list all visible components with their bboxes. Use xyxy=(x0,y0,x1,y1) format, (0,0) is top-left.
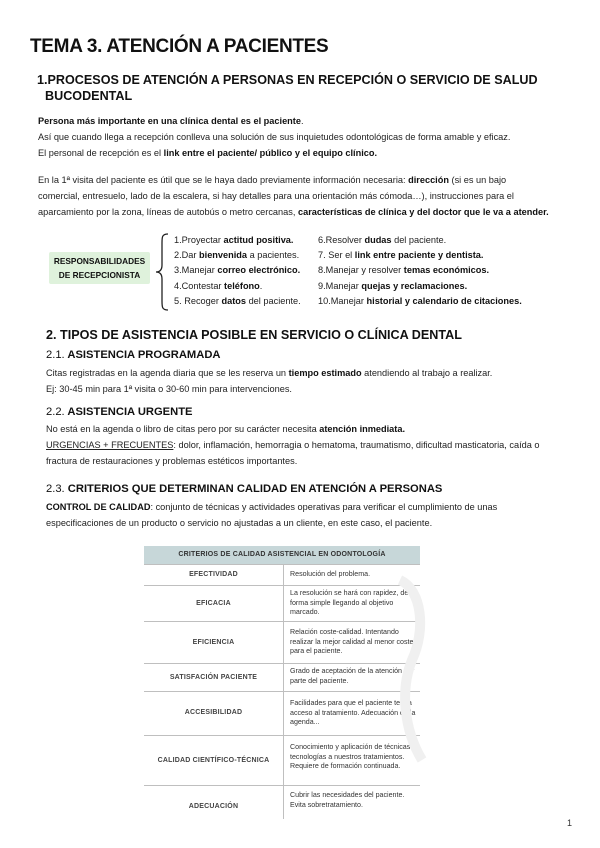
page-title: TEMA 3. ATENCIÓN A PACIENTES xyxy=(30,36,329,57)
section-2-3-number: 2.3. xyxy=(46,483,65,495)
responsibilities-label-line1: RESPONSABILIDADES xyxy=(53,256,146,266)
p4-l1-b: dirección xyxy=(408,175,449,185)
section-2-2-number: 2.2. xyxy=(46,406,65,418)
table-row xyxy=(144,564,420,586)
s23-line2: especificaciones de un producto o servicio no ajustadas a un cliente, en este caso, el paciente. xyxy=(46,518,433,528)
paragraph-1 xyxy=(38,113,304,129)
responsibilities-label-line2: DE RECEPCIONISTA xyxy=(58,270,141,280)
section-2-3-title: CRITERIOS QUE DETERMINAN CALIDAD EN ATENCIÓN A PERSONAS xyxy=(67,483,443,495)
p4-l3-b: características de clínica y del doctor que le va a atender. xyxy=(297,207,549,217)
s21-line1: Citas registradas en la agenda diaria que se les reserva un tiempo estimado atendiendo al trabajo a realizar. xyxy=(46,368,493,378)
paragraph-4-line1 xyxy=(38,172,506,188)
section-2-number: 2. xyxy=(46,328,57,342)
p4-l3-a: aparcamiento por la zona, líneas de autobús o metro cercanas, xyxy=(38,207,298,217)
paragraph-3-start: El personal de recepción es el xyxy=(38,148,164,158)
s23-line1: CONTROL DE CALIDAD: conjunto de técnicas y actividades operativas para verificar el cumplimiento de unas xyxy=(46,502,498,512)
row-description: Conocimiento y aplicación de técnicas y tecnologías a nuestros tratamientos. Requiere de formación continuada. xyxy=(290,743,416,771)
p4-l1-a: En la 1ª visita del paciente es útil que se le haya dado previamente información necesaria: xyxy=(38,175,409,185)
page-number: 1 xyxy=(566,818,572,828)
table-row xyxy=(144,663,420,692)
row-description: Resolución del problema. xyxy=(290,570,371,578)
row-description: Cubrir las necesidades del paciente. Evita sobretratamiento. xyxy=(290,791,405,809)
p4-l1-c: (si es un bajo xyxy=(448,175,507,185)
paragraph-1-bold: Persona más importante en una clínica dental es el paciente xyxy=(38,116,301,126)
section-1-heading-line1: PROCESOS DE ATENCIÓN A PERSONAS EN RECEPCIÓN O SERVICIO DE SALUD xyxy=(47,73,538,87)
s21-line2: Ej: 30-45 min para 1ª visita o 30-60 min para intervenciones. xyxy=(46,384,292,394)
row-description: La resolución se hará con rapidez, de forma simple llegando al objetivo marcado. xyxy=(290,589,409,617)
table-row xyxy=(144,735,420,786)
section-1-heading-line2: BUCODENTAL xyxy=(45,89,133,103)
list-item: 2.Dar bienvenida a pacientes. xyxy=(174,250,300,261)
row-label: SATISFACIÓN PACIENTE xyxy=(169,674,258,681)
responsibilities-label xyxy=(49,252,150,284)
section-2-heading-text: TIPOS DE ASISTENCIA POSIBLE EN SERVICIO O CLÍNICA DENTAL xyxy=(60,328,462,342)
paragraph-2: Así que cuando llega a recepción conlleva una solución de sus inquietudes odontológicas de forma amable y eficaz. xyxy=(38,132,511,142)
table-row xyxy=(144,585,420,622)
section-2-2-heading xyxy=(46,406,193,418)
row-label: CALIDAD CIENTÍFICO-TÉCNICA xyxy=(157,757,270,764)
section-1-heading xyxy=(37,73,538,88)
list-item: 10.Manejar historial y calendario de citaciones. xyxy=(318,295,522,306)
paragraph-4-line2: comercial, entresuelo, lado de la escalera, si hay detalles para una orientación más cómoda…), instrucciones para el xyxy=(38,191,514,201)
list-item: 4.Contestar teléfono. xyxy=(174,280,263,291)
list-item: 9.Manejar quejas y reclamaciones. xyxy=(318,280,468,291)
row-description: Relación coste-calidad. Intentando realizar la mejor calidad al menor coste para el paciente. xyxy=(290,628,414,656)
section-2-2-title: ASISTENCIA URGENTE xyxy=(67,406,193,418)
paragraph-1-end: . xyxy=(300,116,304,126)
list-item: 8.Manejar y resolver temas económicos. xyxy=(318,265,490,276)
row-label: EFECTIVIDAD xyxy=(189,571,238,578)
section-2-1-title: ASISTENCIA PROGRAMADA xyxy=(67,349,221,361)
row-label: ADECUACIÓN xyxy=(188,803,239,810)
s22-line3: fractura de restauraciones y problemas estéticos importantes. xyxy=(46,456,298,466)
list-item: 5. Recoger datos del paciente. xyxy=(174,295,301,306)
quality-criteria-table xyxy=(144,546,420,818)
faint-watermark-shape xyxy=(392,570,432,770)
paragraph-3-bold: link entre el paciente/ público y el equipo clínico. xyxy=(163,148,378,158)
section-2-1-heading xyxy=(46,349,220,361)
list-item: 6.Resolver dudas del paciente. xyxy=(318,235,447,245)
s22-line2: URGENCIAS + FRECUENTES: dolor, inflamación, hemorragia o hematoma, traumatismo, dificultad masticatoria, caída o xyxy=(46,440,540,450)
section-2-3-heading xyxy=(46,483,442,495)
list-item: 7. Ser el link entre paciente y dentista. xyxy=(318,250,484,261)
row-description: Facilidades para que el paciente tenga acceso al tratamiento. Adecuación de la agenda... xyxy=(290,699,416,727)
paragraph-4-line3 xyxy=(38,204,549,220)
row-label: EFICACIA xyxy=(196,600,231,607)
s22-line1: No está en la agenda o libro de citas pero por su carácter necesita atención inmediata. xyxy=(46,424,406,434)
row-description: Grado de aceptación de la atención por parte del paciente. xyxy=(290,667,415,685)
list-item: 3.Manejar correo electrónico. xyxy=(174,265,301,276)
table-header: CRITERIOS DE CALIDAD ASISTENCIAL EN ODONTOLOGÍA xyxy=(144,546,420,564)
paragraph-3 xyxy=(38,145,377,161)
table-row xyxy=(144,785,420,819)
row-label: EFICIENCIA xyxy=(192,639,235,646)
list-item: 1.Proyectar actitud positiva. xyxy=(174,235,294,245)
table-row xyxy=(144,691,420,736)
responsibilities-right-list xyxy=(318,233,522,309)
section-2-heading xyxy=(46,328,462,343)
table-row xyxy=(144,621,420,664)
responsibilities-left-list xyxy=(174,233,301,309)
row-label: ACCESIBILIDAD xyxy=(184,709,243,716)
section-2-1-number: 2.1. xyxy=(46,349,65,361)
curly-brace-icon xyxy=(154,233,170,311)
section-1-number: 1. xyxy=(37,73,48,87)
